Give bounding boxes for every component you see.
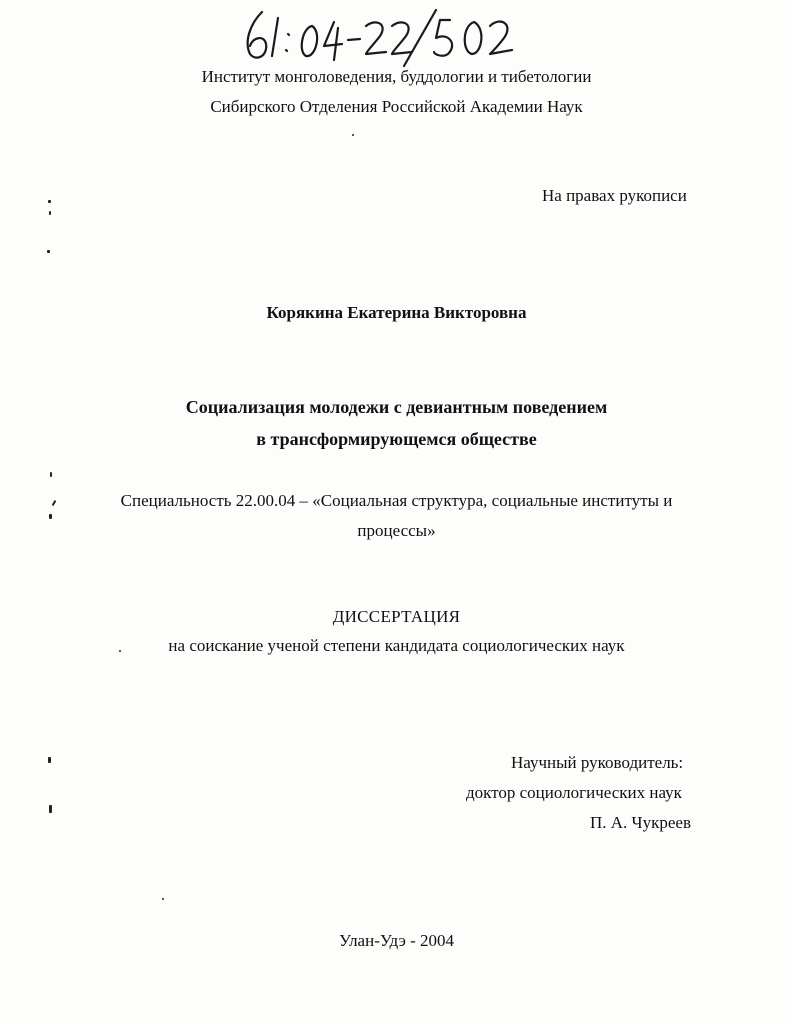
work-type-subtitle: на соискание ученой степени кандидата социологических наук: [168, 636, 625, 655]
scan-speck: [48, 200, 51, 203]
supervisor-name: П. А. Чукреев: [590, 813, 691, 832]
dissertation-title-line-2: в трансформирующемся обществе: [256, 429, 537, 449]
institute-name: Институт монголоведения, буддологии и тибетологии: [201, 67, 592, 86]
scan-speck: [48, 757, 51, 763]
scan-speck: [47, 250, 50, 253]
handwritten-archive-code-drawing: [236, 4, 516, 68]
scan-speck: [50, 472, 52, 477]
scan-speck: [49, 514, 52, 519]
dissertation-title-line-1: Социализация молодежи с девиантным поведением: [185, 397, 608, 417]
scan-speck: [49, 805, 52, 813]
scan-speck: [162, 898, 164, 900]
supervisor-degree: доктор социологических наук: [466, 783, 682, 802]
handwritten-archive-code: [236, 4, 516, 68]
institute-parent-organization: Сибирского Отделения Российской Академии Наук: [210, 97, 583, 116]
author-name: Корякина Екатерина Викторовна: [266, 303, 527, 322]
work-type-heading: ДИССЕРТАЦИЯ: [332, 607, 461, 626]
scan-speck: [49, 211, 51, 215]
specialty-line-1: Специальность 22.00.04 – «Социальная структура, социальные институты и: [120, 491, 673, 510]
place-and-year: Улан-Удэ - 2004: [338, 931, 455, 950]
specialty-line-2: процессы»: [357, 521, 436, 540]
scan-speck: [352, 134, 354, 136]
supervisor-label: Научный руководитель:: [511, 753, 684, 772]
scan-speck: [119, 650, 121, 652]
manuscript-note: На правах рукописи: [542, 186, 687, 205]
